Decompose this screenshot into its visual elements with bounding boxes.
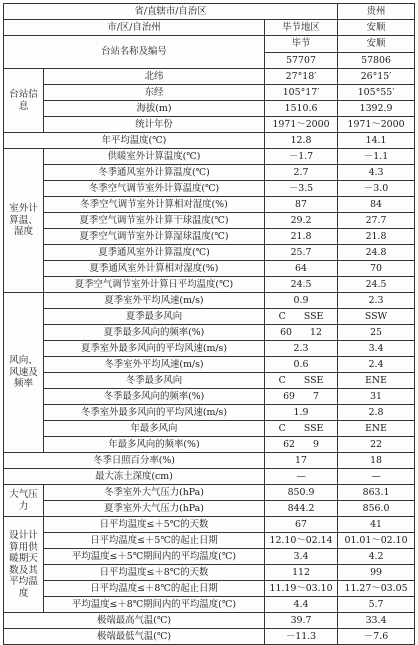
station-1-value: 850.9 xyxy=(265,485,338,501)
table-row xyxy=(4,453,415,469)
station-1-value: 0.9 xyxy=(265,293,338,309)
station-2-value: 99 xyxy=(338,565,415,581)
row-label: 夏季空气调节室外计算干球温度(℃) xyxy=(44,213,265,229)
station-1-value: 67 xyxy=(265,517,338,533)
station-2-value: 2.8 xyxy=(338,405,415,421)
row-label: 年平均温度(℃) xyxy=(4,133,265,149)
station-2-value: －3.0 xyxy=(338,181,415,197)
station-2-value: 856.0 xyxy=(338,501,415,517)
category-cell: 风向、风速及频率 xyxy=(4,293,44,453)
row-label: 日平均温度≤＋8℃的天数 xyxy=(44,565,265,581)
station-1-value-a: 62 xyxy=(283,438,295,450)
station-2-value: 863.1 xyxy=(338,485,415,501)
station-1-value: 24.5 xyxy=(265,277,338,293)
station-1-value: 112 xyxy=(265,565,338,581)
station-label: 台站名称及编号 xyxy=(4,36,265,69)
category-cell: 大气压力 xyxy=(4,485,44,517)
row-label: 日平均温度≤＋8℃的起止日期 xyxy=(44,581,265,597)
row-label: 冬季室外平均风速(m/s) xyxy=(44,357,265,373)
row-label: 极端最高气温(℃) xyxy=(4,613,265,629)
station-2-value: 4.2 xyxy=(338,549,415,565)
table-row xyxy=(4,181,415,197)
station-2-value: — xyxy=(338,469,415,485)
row-label: 东经 xyxy=(44,85,265,101)
table-row xyxy=(4,133,415,149)
climate-parameter-table xyxy=(3,3,415,645)
station-2-value: －1.1 xyxy=(338,149,415,165)
station-1-value: －3.5 xyxy=(265,181,338,197)
row-label: 冬季室外大气压力(hPa) xyxy=(44,485,265,501)
station-2-value: 4.3 xyxy=(338,165,415,181)
station-2-value: 21.8 xyxy=(338,229,415,245)
table-row xyxy=(4,437,415,453)
station-2-value: 31 xyxy=(338,389,415,405)
table-row xyxy=(4,85,415,101)
table-row xyxy=(4,213,415,229)
station-1-value xyxy=(265,373,338,389)
station-1-value-b: 7 xyxy=(313,390,319,402)
table-row xyxy=(4,261,415,277)
table-row xyxy=(4,117,415,133)
row-label: 海拔(m) xyxy=(44,101,265,117)
station-1-value: －1.7 xyxy=(265,149,338,165)
table-row xyxy=(4,373,415,389)
table-row xyxy=(4,565,415,581)
station-1-value: 11.19～03.10 xyxy=(265,581,338,597)
station-2-value: 3.4 xyxy=(338,341,415,357)
table-row xyxy=(4,533,415,549)
station-2-value: 105°55′ xyxy=(338,85,415,101)
station-1-value: 1971～2000 xyxy=(265,117,338,133)
station-1-value: 1.9 xyxy=(265,405,338,421)
table-row xyxy=(4,485,415,501)
station-1-value: 12.10～02.14 xyxy=(265,533,338,549)
station-2-value: SSW xyxy=(338,309,415,325)
table-row xyxy=(4,597,415,613)
table-row xyxy=(4,229,415,245)
station-1-value: 87 xyxy=(265,197,338,213)
station-2-value: 2.3 xyxy=(338,293,415,309)
city-1: 毕节地区 xyxy=(265,20,338,36)
province-label: 省/直辖市/自治区 xyxy=(4,4,338,20)
table-row xyxy=(4,517,415,533)
table-row xyxy=(4,629,415,645)
station-1-value-b: 9 xyxy=(313,438,319,450)
row-label: 冬季最多风向 xyxy=(44,373,265,389)
station-2-value: 5.7 xyxy=(338,597,415,613)
station-2-value: 41 xyxy=(338,517,415,533)
table-row xyxy=(4,389,415,405)
station-1-value: 17 xyxy=(265,453,338,469)
station-1-value: — xyxy=(265,469,338,485)
row-label: 平均温度≤＋5℃期间内的平均温度(℃) xyxy=(44,549,265,565)
row-label: 夏季室外平均风速(m/s) xyxy=(44,293,265,309)
table-row xyxy=(4,69,415,85)
station-1-value xyxy=(265,437,338,453)
station-2-value: ENE xyxy=(338,373,415,389)
row-label: 夏季空气调节室外计算日平均温度(℃) xyxy=(44,277,265,293)
station-2-value: 2.4 xyxy=(338,357,415,373)
station-1-value-a: C xyxy=(278,374,286,386)
station-2-id: 57806 xyxy=(338,53,415,69)
station-2-value: 22 xyxy=(338,437,415,453)
table-row xyxy=(4,421,415,437)
station-1-value: 64 xyxy=(265,261,338,277)
station-2-value: 1971～2000 xyxy=(338,117,415,133)
station-2-value: 70 xyxy=(338,261,415,277)
row-label: 冬季最多风向的频率(%) xyxy=(44,389,265,405)
station-1-value-a: 69 xyxy=(283,390,295,402)
station-2-value: 24.8 xyxy=(338,245,415,261)
city-label: 市/区/自治州 xyxy=(4,20,265,36)
station-1-value xyxy=(265,309,338,325)
row-label: 夏季通风室外计算温度(℃) xyxy=(44,245,265,261)
station-1-value-a: 60 xyxy=(280,326,293,338)
row-label: 冬季空气调节室外计算温度(℃) xyxy=(44,181,265,197)
row-label: 夏季最多风向的频率(%) xyxy=(44,325,265,341)
station-1-value: 21.8 xyxy=(265,229,338,245)
station-1-value: 2.3 xyxy=(265,341,338,357)
row-label: 冬季室外最多风向的平均风速(m/s) xyxy=(44,405,265,421)
station-1-value xyxy=(265,325,338,341)
station-1-value: 3.4 xyxy=(265,549,338,565)
station-2-value: ENE xyxy=(338,421,415,437)
table-row xyxy=(4,293,415,309)
table-row xyxy=(4,469,415,485)
row-label: 日平均温度≤＋5℃的起止日期 xyxy=(44,533,265,549)
table-row xyxy=(4,277,415,293)
station-2-value: 27.7 xyxy=(338,213,415,229)
station-1-value: 29.2 xyxy=(265,213,338,229)
row-label: 平均温度≤＋8℃期间内的平均温度(℃) xyxy=(44,597,265,613)
row-label: 冬季日照百分率(%) xyxy=(4,453,265,469)
station-2-value: 11.27～03.05 xyxy=(338,581,415,597)
row-label: 供暖室外计算温度(℃) xyxy=(44,149,265,165)
station-1-value-b: SSE xyxy=(303,310,324,322)
table-row xyxy=(4,549,415,565)
province-value: 贵州 xyxy=(338,4,415,20)
table-body xyxy=(4,4,415,645)
table-row xyxy=(4,101,415,117)
station-1-value: 27°18′ xyxy=(265,69,338,85)
category-cell: 台站信息 xyxy=(4,69,44,133)
table-row xyxy=(4,309,415,325)
station-2-value: 26°15′ xyxy=(338,69,415,85)
row-label: 夏季室外最多风向的平均风速(m/s) xyxy=(44,341,265,357)
station-1-value: 0.6 xyxy=(265,357,338,373)
station-2-value: 01.01～02.10 xyxy=(338,533,415,549)
city-2: 安顺 xyxy=(338,20,415,36)
table-row xyxy=(4,325,415,341)
station-1-value: 39.7 xyxy=(265,613,338,629)
station-2-value: 14.1 xyxy=(338,133,415,149)
table-row xyxy=(4,501,415,517)
row-label: 冬季空气调节室外计算相对湿度(%) xyxy=(44,197,265,213)
station-2-value: －7.6 xyxy=(338,629,415,645)
row-label: 最大冻土深度(cm) xyxy=(4,469,265,485)
station-1-value xyxy=(265,389,338,405)
table-row xyxy=(4,245,415,261)
row-label: 夏季最多风向 xyxy=(44,309,265,325)
category-cell: 室外计算温、湿度 xyxy=(4,149,44,293)
table-row xyxy=(4,165,415,181)
table-row xyxy=(4,581,415,597)
station-1-value: －11.3 xyxy=(265,629,338,645)
station-2-value: 84 xyxy=(338,197,415,213)
station-1-id: 57707 xyxy=(265,53,338,69)
row-label: 夏季通风室外计算相对湿度(%) xyxy=(44,261,265,277)
station-2-value: 25 xyxy=(338,325,415,341)
table-row xyxy=(4,405,415,421)
station-1-value-b: SSE xyxy=(303,422,324,434)
row-label: 冬季通风室外计算温度(℃) xyxy=(44,165,265,181)
row-label: 夏季室外大气压力(hPa) xyxy=(44,501,265,517)
station-1-value-b: 12 xyxy=(310,326,322,338)
table-row xyxy=(4,149,415,165)
station-1-value: 1510.6 xyxy=(265,101,338,117)
station-2-name: 安顺 xyxy=(338,36,415,53)
row-label: 夏季空气调节室外计算湿球温度(℃) xyxy=(44,229,265,245)
station-2-value: 1392.9 xyxy=(338,101,415,117)
station-1-value-a: C xyxy=(278,422,286,434)
row-label: 年最多风向的频率(%) xyxy=(44,437,265,453)
station-1-value-a: C xyxy=(278,310,286,322)
station-1-value: 844.2 xyxy=(265,501,338,517)
station-1-value: 2.7 xyxy=(265,165,338,181)
station-1-value: 105°17′ xyxy=(265,85,338,101)
station-1-value xyxy=(265,421,338,437)
category-cell: 设计计算用供暖期天数及其平均温度 xyxy=(4,517,44,613)
row-label: 统计年份 xyxy=(44,117,265,133)
table-row xyxy=(4,357,415,373)
station-1-name: 毕节 xyxy=(265,36,338,53)
station-2-value: 18 xyxy=(338,453,415,469)
station-2-value: 33.4 xyxy=(338,613,415,629)
station-1-value: 12.8 xyxy=(265,133,338,149)
row-label: 日平均温度≤＋5℃的天数 xyxy=(44,517,265,533)
station-1-value: 4.4 xyxy=(265,597,338,613)
station-1-value: 25.7 xyxy=(265,245,338,261)
row-label: 年最多风向 xyxy=(44,421,265,437)
table-row xyxy=(4,197,415,213)
station-1-value-b: SSE xyxy=(303,374,324,386)
row-label: 北纬 xyxy=(44,69,265,85)
row-label: 极端最低气温(℃) xyxy=(4,629,265,645)
station-2-value: 24.5 xyxy=(338,277,415,293)
table-row xyxy=(4,341,415,357)
